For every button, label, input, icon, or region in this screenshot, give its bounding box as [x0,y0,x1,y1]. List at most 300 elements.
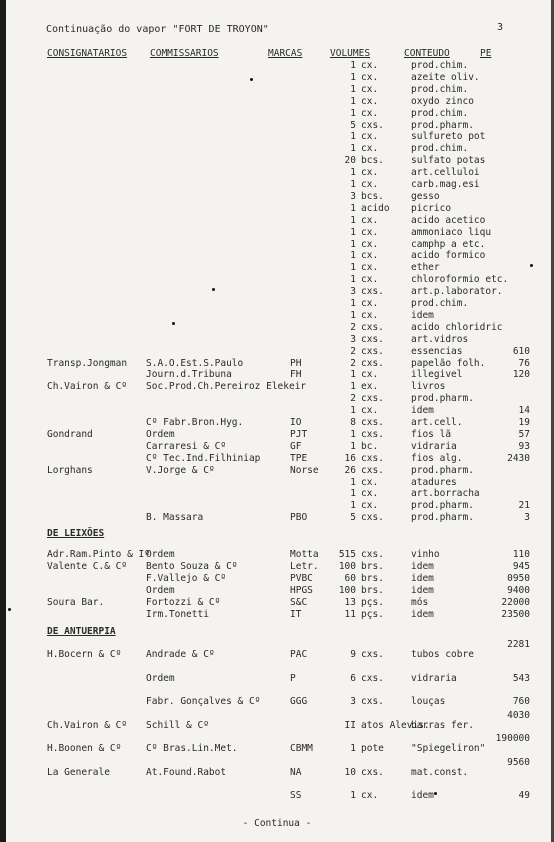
volume-qty-cell: 1 [350,500,356,512]
consignatario-cell: Valente C.& Cº [47,561,128,572]
table-row [0,262,554,273]
conteudo-cell: vidraria [411,672,457,684]
marca-cell: IT [290,609,302,620]
conteudo-cell: art.p.laborator. [411,286,503,298]
volume-qty-cell: 1 [350,274,356,286]
consignatario-cell: Transp.Jongman [47,357,128,369]
volume-unit-cell: cxs. [361,428,384,440]
consignatario-cell: Adr.Ram.Pinto & Iº [47,549,150,560]
valor-note-cell: 4030 [507,709,530,721]
valor-cell: 22000 [501,597,530,608]
conteudo-cell: prod.pharm. [411,512,474,524]
conteudo-cell: art.cell. [411,417,463,428]
conteudo-cell: sulfureto pot [411,131,486,143]
volume-unit-cell: cx. [361,790,379,801]
table-row [0,585,554,596]
volume-unit-cell: cxs. [361,333,384,345]
volume-qty-cell: 3 [350,190,356,202]
volume-unit-cell: cx. [361,107,379,119]
volume-unit-cell: cx. [361,405,379,417]
conteudo-cell: idem [411,573,434,584]
volume-qty-cell: 20 [344,155,356,167]
valor-cell: 2430 [507,452,530,464]
valor-cell: 120 [512,369,530,381]
volume-unit-cell: cx. [361,179,379,190]
table-row [0,549,554,560]
conteudo-cell: idem [411,585,434,596]
marca-cell: PAC [290,649,308,660]
volume-unit-cell: cx. [361,60,379,71]
volume-unit-cell: bcs. [361,155,384,167]
volume-unit-cell: cx. [361,131,379,143]
table-row [0,477,554,488]
conteudo-cell: vinho [411,549,440,560]
volume-qty-cell: 5 [350,119,356,131]
commissario-cell: Ordem [146,672,175,684]
volume-qty-cell: 9 [350,649,356,660]
table-row [0,274,554,285]
marca-cell: PJT [290,428,308,440]
conteudo-cell: ammoniaco liqu [411,226,492,238]
volume-unit-cell: cx. [361,95,379,107]
table-row [0,108,554,119]
conteudo-cell: acido chloridric [411,321,503,333]
table-row [0,597,554,608]
conteudo-cell: vidraria [411,440,457,452]
volume-unit-cell: brs. [361,585,384,596]
conteudo-cell: ether [411,262,440,274]
volume-unit-cell: cx. [361,238,379,250]
volume-qty-cell: 1 [350,488,356,500]
table-row [0,191,554,202]
volume-unit-cell: pote [361,743,384,754]
commissario-cell: Carraresi & Cº [146,440,227,452]
volume-unit-cell: cx. [361,143,379,155]
table-row [0,696,554,707]
conteudo-cell: chloroformio etc. [411,274,509,286]
table-row [0,561,554,572]
conteudo-cell: "Spiegeliron" [411,743,486,754]
conteudo-cell: camphp a etc. [411,238,486,250]
conteudo-cell: azeite oliv. [411,71,480,83]
conteudo-cell: idem [411,405,434,417]
volume-unit-cell: cx. [361,71,379,83]
conteudo-cell: fios lã [411,428,452,440]
conteudo-cell: prod.pharm. [411,500,474,512]
volume-qty-cell: 13 [344,597,356,608]
valor-note-cell: 190000 [495,733,530,744]
conteudo-cell: prod.pharm. [411,464,474,476]
conteudo-cell: prod.pharm. [411,119,474,131]
table-row [0,167,554,178]
volume-qty-cell: 1 [350,214,356,226]
marca-cell: GF [290,440,302,452]
valor-cell: 19 [518,417,530,428]
valor-note-cell: 2281 [507,639,530,650]
conteudo-cell: picrico [411,202,452,214]
consignatario-cell: Lorghans [47,464,93,476]
volume-unit-cell: cxs. [361,649,384,660]
volume-qty-cell: 1 [350,428,356,440]
volume-unit-cell: cxs. [361,119,384,131]
volume-unit-cell: cx. [361,262,379,274]
conteudo-cell: prod.chim. [411,107,469,119]
volume-qty-cell: 5 [350,512,356,524]
table-row [0,609,554,620]
conteudo-cell: art.celluloi [411,167,480,179]
consignatario-cell: Ch.Vairon & Cº [47,719,128,731]
page-number: 3 [497,22,504,33]
table-row [0,500,554,511]
scan-speck [250,78,253,81]
table-row [0,96,554,107]
marca-cell: Letr. [290,561,319,572]
volume-qty-cell: II [344,719,356,731]
conteudo-cell: atadures [411,476,457,488]
conteudo-cell: livros [411,381,446,393]
marca-cell: IO [290,417,302,428]
marca-cell: SS [290,790,302,801]
marca-cell: P [290,672,296,684]
table-row [0,465,554,476]
conteudo-cell: gesso [411,190,440,202]
conteudo-cell: mat.const. [411,766,469,778]
volume-qty-cell: 1 [350,167,356,179]
marca-cell: GGG [290,696,308,707]
conteudo-cell: art.vidros [411,333,469,345]
volume-unit-cell: cx. [361,83,379,95]
volume-unit-cell: cx. [361,369,379,381]
volume-unit-cell: cx. [361,167,379,179]
volume-unit-cell: pçs. [361,597,384,608]
marca-cell: S&C [290,597,308,608]
table-row [0,215,554,226]
volume-qty-cell: 2 [350,357,356,369]
volume-qty-cell: 100 [338,585,356,596]
volume-qty-cell: 1 [350,131,356,143]
conteudo-cell: acido formico [411,250,486,262]
commissario-cell: Cº Fabr.Bron.Hyg. [146,417,244,428]
conteudo-cell: prod.chim. [411,143,469,155]
table-row [0,405,554,416]
commissario-cell: Ordem [146,585,175,596]
table-row [0,709,554,731]
conteudo-cell: art.borracha [411,488,480,500]
volume-unit-cell: ex. [361,381,379,393]
volume-unit-cell: cxs. [361,393,384,405]
volume-unit-cell: cxs. [361,464,384,476]
marca-cell: PBO [290,512,308,524]
conteudo-cell: prod.pharm. [411,393,474,405]
volume-qty-cell: 1 [350,60,356,71]
conteudo-cell: essencias [411,345,463,357]
commissario-cell: F.Vallejo & Cº [146,573,227,584]
table-row [0,322,554,333]
table-row [0,72,554,83]
conteudo-cell: mós [411,597,429,608]
commissario-cell: B. Massara [146,512,204,524]
table-row [0,639,554,660]
conteudo-cell: oxydo zinco [411,95,474,107]
valor-cell: 3 [524,512,530,524]
volume-qty-cell: 2 [350,393,356,405]
table-row [0,369,554,380]
table-row [0,60,554,71]
table-row [0,131,554,142]
table-row [0,179,554,190]
column-header-commissarios: COMMISSARIOS [150,48,219,59]
commissario-cell: Fabr. Gonçalves & Cº [146,696,261,707]
volume-qty-cell: 1 [350,143,356,155]
volume-qty-cell: 10 [344,766,356,778]
marca-cell: PH [290,357,302,369]
volume-unit-cell: cxs. [361,452,384,464]
table-row [0,673,554,684]
volume-qty-cell: 1 [350,790,356,801]
volume-unit-cell: cx. [361,226,379,238]
consignatario-cell: La Generale [47,766,110,778]
volume-qty-cell: 1 [350,250,356,262]
volume-unit-cell: atos Alevis. [361,719,430,731]
marca-cell: PVBC [290,573,313,584]
volume-unit-cell: cxs. [361,321,384,333]
volume-qty-cell: 1 [350,440,356,452]
volume-qty-cell: 1 [350,369,356,381]
volume-unit-cell: cxs. [361,549,384,560]
conteudo-cell: louças [411,696,446,707]
volume-qty-cell: 16 [344,452,356,464]
consignatario-cell: H.Boonen & Cº [47,743,122,754]
commissario-cell: Andrade & Cº [146,649,215,660]
volume-qty-cell: 3 [350,333,356,345]
valor-cell: 21 [518,500,530,512]
volume-unit-cell: cx. [361,500,379,512]
commissario-cell: Ordem [146,549,175,560]
volume-qty-cell: 1 [350,107,356,119]
section-heading-antuerpia: DE ANTUERPIA [47,626,116,637]
valor-cell: 57 [518,428,530,440]
marca-cell: NA [290,766,302,778]
column-header-valor: PE [480,48,492,59]
conteudo-cell: prod.chim. [411,60,469,71]
volume-qty-cell: 1 [350,309,356,321]
volume-qty-cell: 11 [344,609,356,620]
volume-unit-cell: cxs. [361,357,384,369]
table-row [0,346,554,357]
page-title: Continuação do vapor "FORT DE TROYON" [46,24,269,35]
volume-qty-cell: 515 [338,549,356,560]
valor-note-cell: 9560 [507,756,530,768]
conteudo-cell: tubos cobre [411,649,474,660]
valor-cell: 760 [512,696,530,707]
table-row [0,429,554,440]
marca-cell: Motta [290,549,319,560]
table-row [0,250,554,261]
volume-unit-cell: cx. [361,214,379,226]
volume-qty-cell: 3 [350,696,356,707]
table-row [0,393,554,404]
section-heading-leixoes: DE LEIXÕES [47,528,105,539]
volume-qty-cell: 1 [350,226,356,238]
marca-cell: TPE [290,452,308,464]
volume-unit-cell: cx. [361,309,379,321]
volume-unit-cell: cxs. [361,417,384,428]
column-header-volumes: VOLUMES [330,48,371,59]
conteudo-cell: idem [411,609,434,620]
valor-cell: 543 [512,672,530,684]
table-row [0,155,554,166]
marca-cell: FH [290,369,302,381]
commissario-cell: Ordem [146,428,175,440]
consignatario-cell: Soura Bar. [47,597,105,608]
table-row [0,120,554,131]
conteudo-cell: sulfato potas [411,155,486,167]
volume-qty-cell: 1 [350,743,356,754]
conteudo-cell: idem [411,561,434,572]
column-header-conteudo: CONTEUDO [404,48,450,59]
conteudo-cell: papelão folh. [411,357,486,369]
volume-qty-cell: 1 [350,83,356,95]
marca-cell: HPGS [290,585,313,596]
volume-qty-cell: 1 [350,179,356,190]
scan-speck [212,288,215,291]
table-row [0,358,554,369]
valor-cell: 110 [512,549,530,560]
volume-unit-cell: bcs. [361,190,384,202]
commissario-cell: S.A.O.Est.S.Paulo [146,357,244,369]
volume-qty-cell: 60 [344,573,356,584]
volume-qty-cell: 3 [350,286,356,298]
valor-cell: 0950 [507,573,530,584]
table-row [0,756,554,778]
table-row [0,573,554,584]
valor-cell: 945 [512,561,530,572]
table-row [0,512,554,523]
marca-cell: Norse [290,464,319,476]
volume-qty-cell: 1 [350,71,356,83]
table-row [0,239,554,250]
conteudo-cell: idem [411,790,434,801]
volume-unit-cell: cxs. [361,512,384,524]
table-row [0,310,554,321]
commissario-cell: Irm.Tonetti [146,609,209,620]
volume-qty-cell: 1 [350,476,356,488]
volume-unit-cell: cx. [361,488,379,500]
volume-unit-cell: cxs. [361,286,384,298]
table-row [0,453,554,464]
conteudo-cell: acido acetico [411,214,486,226]
volume-qty-cell: 6 [350,672,356,684]
volume-qty-cell: 1 [350,238,356,250]
scan-speck [172,322,175,325]
scan-speck [530,264,533,267]
scan-speck [434,792,437,795]
volume-qty-cell: 1 [350,405,356,417]
commissario-cell: Schill & Cº [146,719,209,731]
table-row [0,203,554,214]
volume-unit-cell: bc. [361,440,379,452]
table-row [0,441,554,452]
volume-qty-cell: 2 [350,321,356,333]
commissario-cell: At.Found.Rabot [146,766,227,778]
commissario-cell: Journ.d.Tribuna [146,369,232,381]
volume-unit-cell: cxs. [361,672,384,684]
consignatario-cell: Ch.Vairon & Cº [47,381,128,393]
volume-unit-cell: cx. [361,274,379,286]
commissario-cell: Bento Souza & Cº [146,561,238,572]
marca-cell: CBMM [290,743,313,754]
conteudo-cell: barras fer. [411,719,474,731]
scan-speck [8,608,11,611]
conteudo-cell: idem [411,309,434,321]
valor-cell: 23500 [501,609,530,620]
table-row [0,227,554,238]
volume-unit-cell: cxs. [361,766,384,778]
volume-qty-cell: 100 [338,561,356,572]
volume-unit-cell: brs. [361,573,384,584]
commissario-cell: Cº Tec.Ind.Filhiniap [146,452,261,464]
volume-qty-cell: 1 [350,95,356,107]
table-row [0,790,554,801]
commissario-cell: Fortozzi & Cº [146,597,221,608]
conteudo-cell: carb.mag.esi [411,179,480,190]
table-row [0,417,554,428]
conteudo-cell: illegivel [411,369,463,381]
conteudo-cell: prod.chim. [411,298,469,309]
column-header-consignatarios: CONSIGNATARIOS [47,48,128,59]
table-row [0,733,554,754]
volume-qty-cell: 26 [344,464,356,476]
table-row [0,381,554,392]
valor-cell: 93 [518,440,530,452]
table-row [0,488,554,499]
commissario-cell: V.Jorge & Cº [146,464,215,476]
valor-cell: 76 [518,357,530,369]
volume-qty-cell: 1 [350,381,356,393]
commissario-cell: Soc.Prod.Ch.Pereiroz Elekeir [146,381,307,393]
consignatario-cell: H.Bocern & Cº [47,649,122,660]
valor-cell: 610 [512,345,530,357]
volume-unit-cell: cxs. [361,696,384,707]
volume-qty-cell: 1 [350,202,356,214]
volume-unit-cell: cx. [361,476,379,488]
volume-qty-cell: 8 [350,417,356,428]
conteudo-cell: fios alg. [411,452,463,464]
table-row [0,298,554,309]
commissario-cell: Cº Bras.Lin.Met. [146,743,238,754]
volume-unit-cell: pçs. [361,609,384,620]
volume-unit-cell: brs. [361,561,384,572]
table-row [0,286,554,297]
column-header-marcas: MARCAS [268,48,303,59]
valor-cell: 14 [518,405,530,417]
valor-cell: 49 [518,790,530,801]
volume-unit-cell: cx. [361,250,379,262]
volume-unit-cell: acido [361,202,390,214]
volume-unit-cell: cxs. [361,345,384,357]
valor-cell: 9400 [507,585,530,596]
table-row [0,143,554,154]
table-row [0,84,554,95]
continuation-note: - Continua - [242,818,312,829]
volume-qty-cell: 1 [350,262,356,274]
volume-qty-cell: 2 [350,345,356,357]
volume-qty-cell: 1 [350,298,356,309]
consignatario-cell: Gondrand [47,428,93,440]
volume-unit-cell: cx. [361,298,379,309]
conteudo-cell: prod.chim. [411,83,469,95]
table-row [0,334,554,345]
